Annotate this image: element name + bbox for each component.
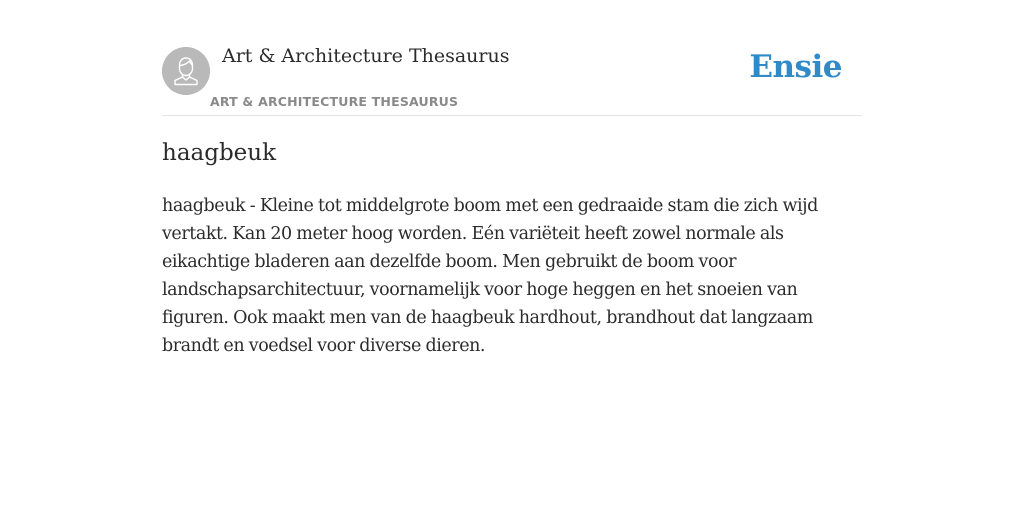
ensie-logo[interactable]: Ensie [749,49,842,85]
header [162,0,862,116]
user-icon [162,47,210,95]
author-name-link[interactable]: Art & Architecture Thesaurus [222,45,510,67]
term-title: haagbeuk [162,140,277,166]
author-avatar[interactable] [162,47,210,95]
definition-text: haagbeuk - Kleine tot middelgrote boom met een gedraaide stam die zich wijd vertakt. Kan 20 meter hoog worden. Eén variëteit heeft zowel normale als eikachtige bladeren aan dezelfde boom. Men gebruikt de boom voor landschapsarchitectuur, voornamelijk voor hoge heggen en het snoeien van figuren. Ook maakt men van de haagbeuk hardhout, brandhout dat langzaam brandt en voedsel voor diverse dieren. [162,196,818,356]
source-label[interactable]: ART & ARCHITECTURE THESAURUS [210,94,459,109]
